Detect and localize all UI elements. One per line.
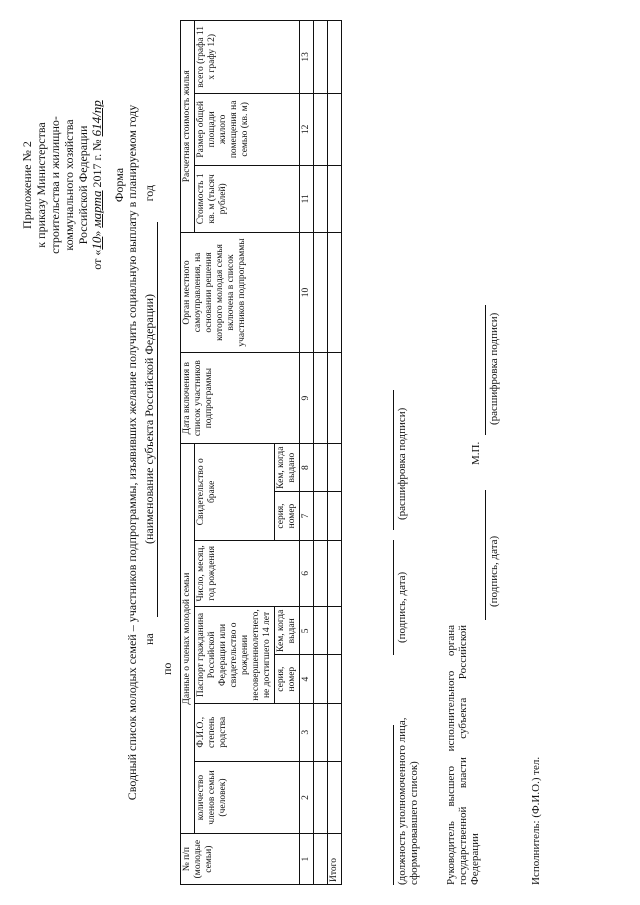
col-passport-series: серия, номер: [275, 655, 300, 703]
total-row: [328, 21, 342, 885]
po-label: по: [160, 662, 174, 675]
col-number-header: № п/п (молодые семьи): [181, 834, 300, 885]
col-num: 5: [300, 607, 314, 655]
decode-hint: (расшифровка подписи): [396, 407, 408, 520]
date-mid: »: [90, 230, 104, 237]
region-hint: (наименование субъекта Российской Федерации): [142, 293, 156, 545]
sign-date-hint: (подпись, дата): [396, 571, 408, 643]
family-data-group-header: Данные о членах молодой семьи: [181, 443, 195, 833]
official-sign-line: [393, 725, 394, 885]
appendix-header: [20, 85, 104, 285]
col-num: 12: [300, 93, 314, 165]
appendix-date: [90, 85, 104, 285]
appendix-line-3: строительства и жилищно-: [48, 116, 62, 254]
col-num: 11: [300, 166, 314, 232]
col-total-header: всего (графа 11 х графу 12): [195, 21, 300, 94]
form-label: Форма: [112, 167, 126, 203]
col-num: 9: [300, 353, 314, 444]
cost-group-header: Расчетная стоимость жилья: [181, 21, 195, 233]
official-position-hint: (должность уполномоченного лица, сформировавшего список): [396, 717, 420, 885]
col-area-header: Размер общей площади жилого помещения на семью (кв. м): [195, 93, 300, 165]
col-marriage-series: серия, номер: [275, 492, 300, 540]
col-num: 3: [300, 703, 314, 761]
appendix-line-4: коммунального хозяйства: [62, 119, 76, 251]
date-year: 2017 г. №: [90, 139, 104, 188]
region-line: [142, 185, 157, 645]
col-passport-header: Паспорт гражданина Российской Федерации или свидетельство о рождении несовершеннолетнего, не достигшего 14 лет: [195, 607, 275, 704]
appendix-line-5: Российской Федерации: [76, 125, 90, 245]
head-sign-hint: (подпись, дата): [488, 535, 500, 607]
col-cost-m2-header: Стоимость 1 кв. м (тысяч рублей): [195, 166, 300, 232]
col-birth-header: Число, месяц, год рождения: [195, 540, 300, 606]
date-prefix: от «: [90, 249, 104, 270]
year-word: год: [142, 185, 156, 202]
col-num: 8: [300, 443, 314, 491]
head-decode-hint: (расшифровка подписи): [488, 312, 500, 425]
appendix-line-2: к приказу Министерства: [34, 122, 48, 248]
na-prefix: на: [142, 633, 156, 645]
families-table: [180, 20, 342, 885]
col-num: 1: [300, 834, 314, 885]
region-underline: [157, 222, 158, 617]
col-num: 2: [300, 761, 314, 833]
col-passport-issued: Кем, когда выдан: [275, 607, 300, 655]
head-sign-line: [485, 490, 486, 620]
col-num: 13: [300, 21, 314, 94]
executor-line: Исполнитель: (Ф.И.О.) тел.: [530, 756, 542, 885]
appendix-line-1: Приложение № 2: [20, 141, 34, 229]
col-num: 6: [300, 540, 314, 606]
sign-date-line: [393, 540, 394, 655]
col-num: 7: [300, 492, 314, 540]
date-day: 10: [89, 236, 104, 250]
col-num: 4: [300, 655, 314, 703]
col-count-header: количество членов семьи (человек): [195, 761, 300, 833]
col-marriage-header: Свидетельство о браке: [195, 443, 275, 540]
date-month: марта: [89, 190, 104, 228]
stamp-place: М.П.: [470, 441, 482, 465]
col-date-header: Дата включения в список участников подпрограммы: [181, 353, 300, 444]
head-decode-line: [485, 305, 486, 435]
order-number: 614/пр: [89, 100, 104, 137]
col-organ-header: Орган местного самоуправления, на основании решения которого молодая семья включена в список участников подпрограммы: [181, 232, 300, 353]
col-fio-header: Ф.И.О., степень родства: [195, 703, 300, 761]
decode-line: [393, 390, 394, 530]
column-numbers-row: [300, 21, 314, 885]
total-label: Итого: [328, 834, 342, 885]
col-num: 10: [300, 232, 314, 353]
document-title: Сводный список молодых семей – участников подпрограммы, изъявивших желание получить социальную выплату в планируемом году: [125, 104, 139, 801]
empty-row: [314, 21, 328, 885]
head-position: Руководитель высшего исполнительного органа государственной власти субъекта Российской Федерации: [445, 625, 481, 885]
col-marriage-issued: Кем, когда выдано: [275, 443, 300, 491]
